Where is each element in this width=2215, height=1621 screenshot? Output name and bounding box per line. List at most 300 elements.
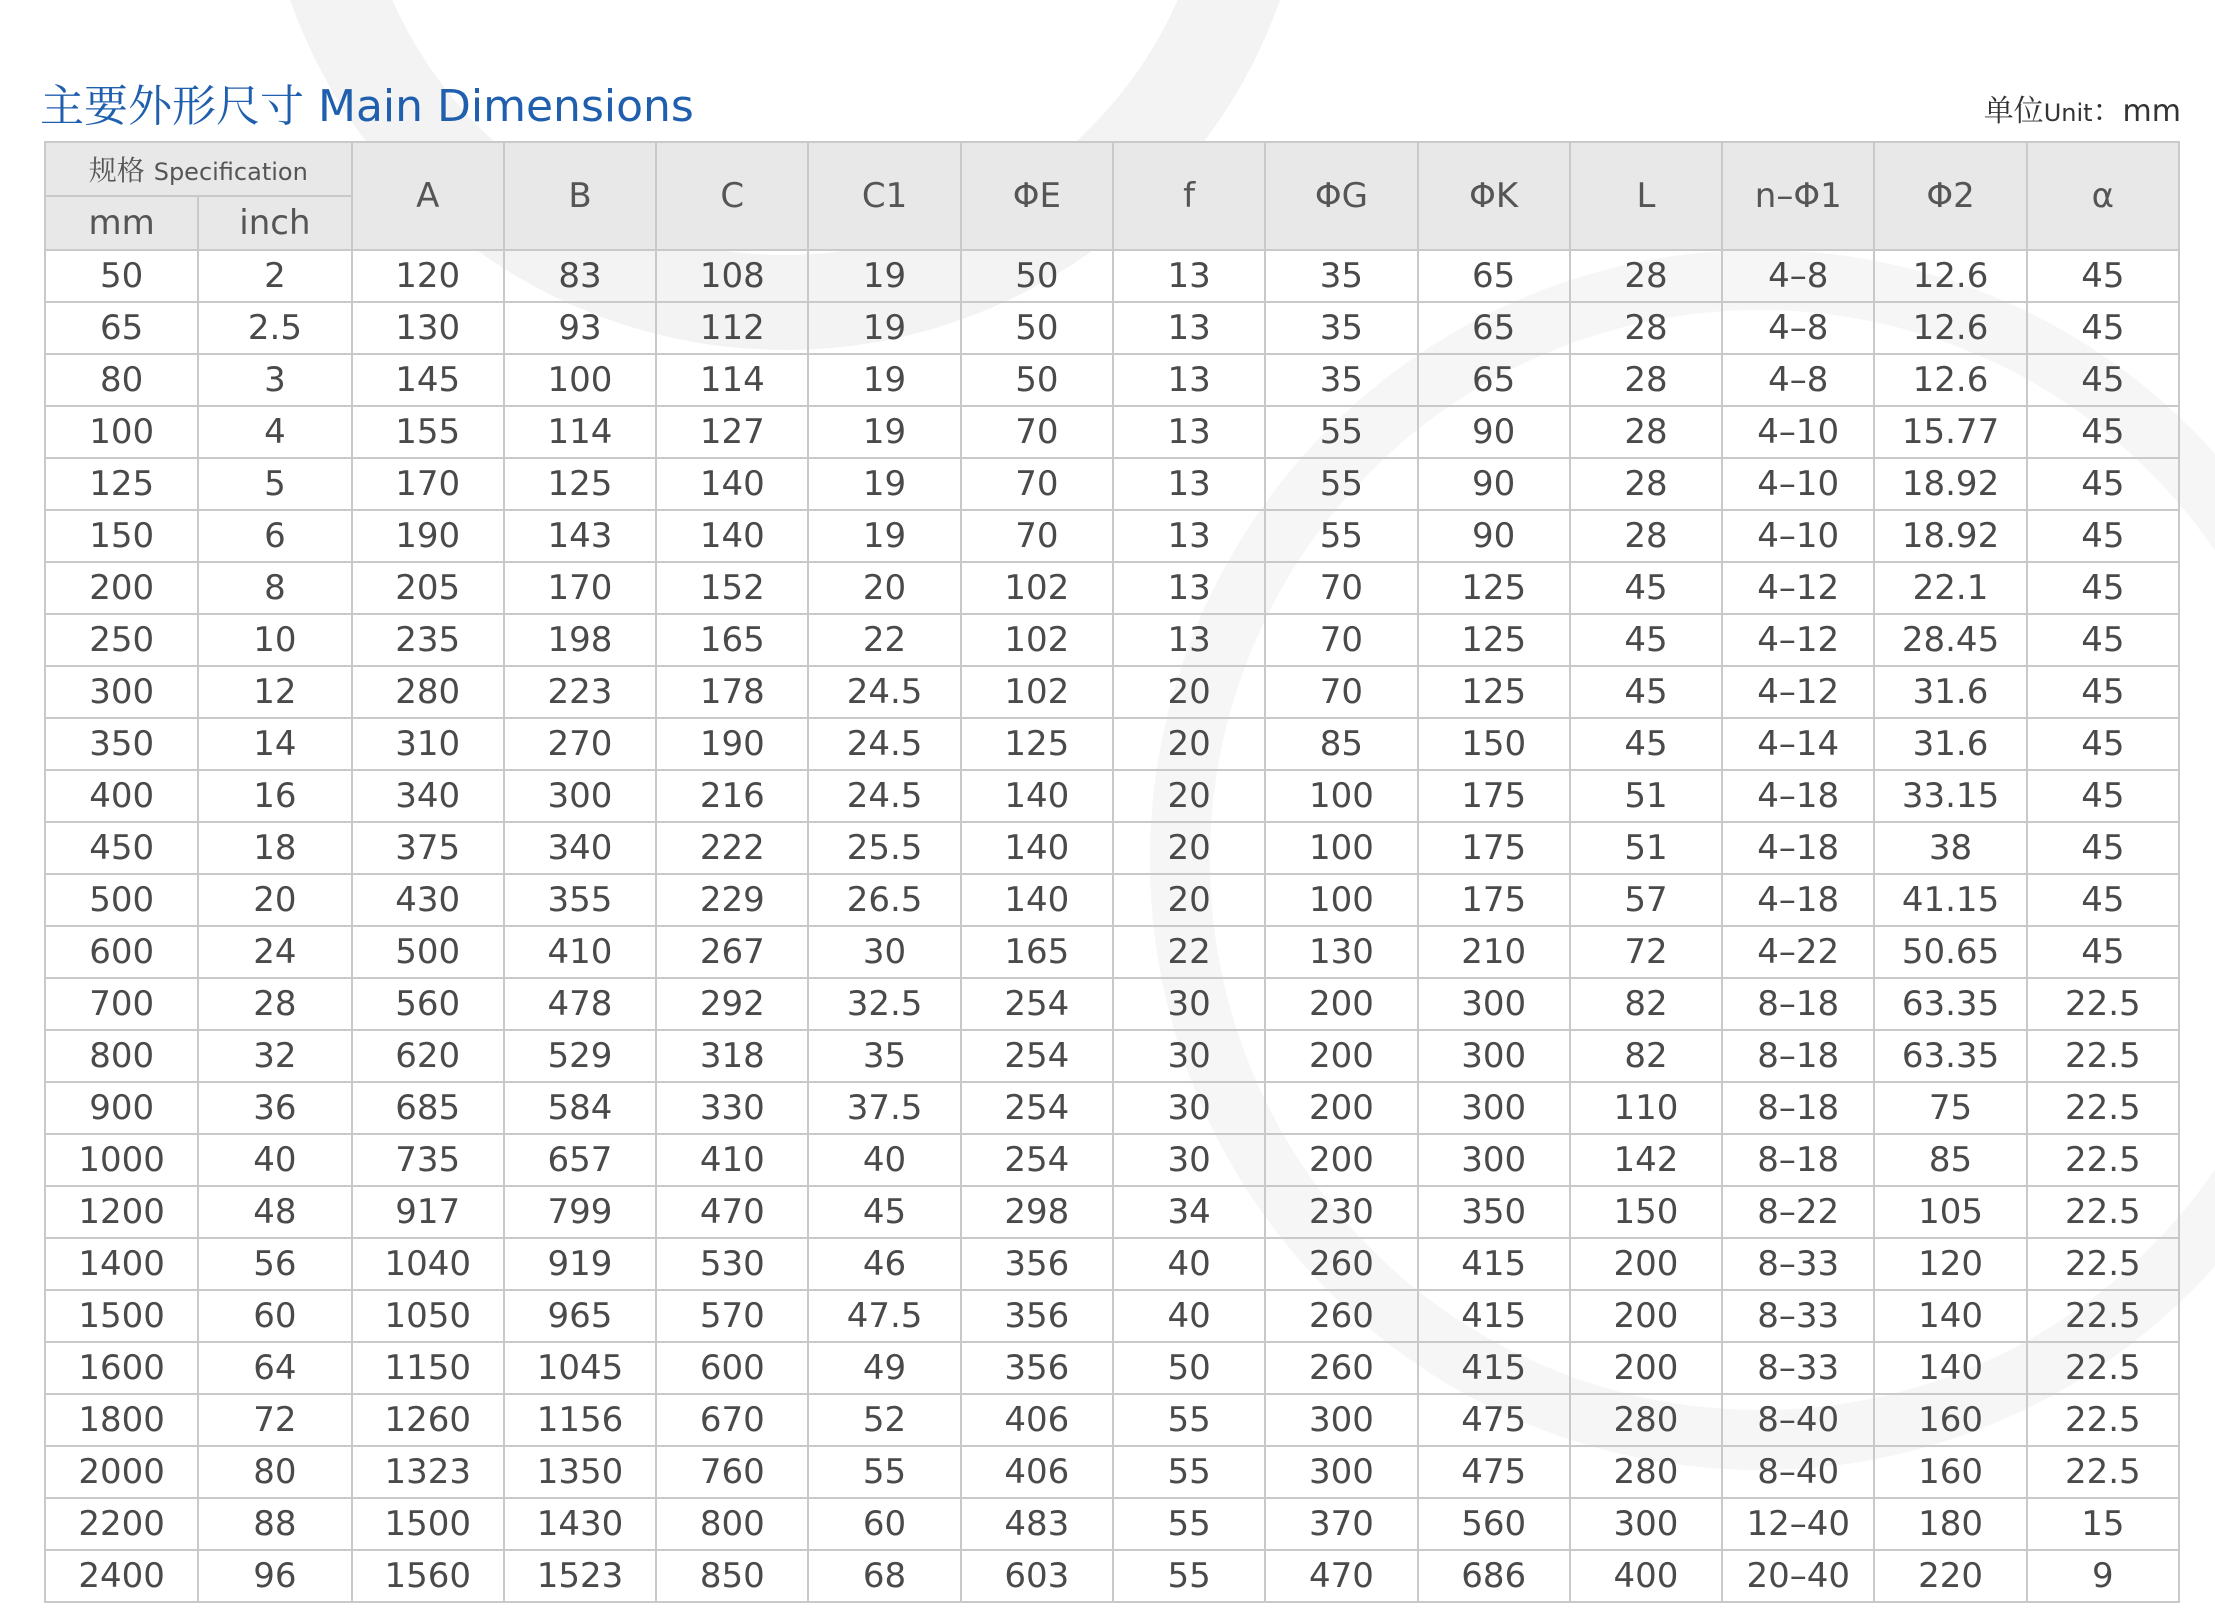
table-cell: 100 bbox=[1265, 874, 1417, 926]
table-cell: 170 bbox=[504, 562, 656, 614]
table-cell: 125 bbox=[504, 458, 656, 510]
table-cell: 300 bbox=[45, 666, 198, 718]
table-cell: 70 bbox=[1265, 562, 1417, 614]
table-cell: 20 bbox=[1113, 874, 1265, 926]
table-cell: 60 bbox=[808, 1498, 960, 1550]
table-cell: 415 bbox=[1418, 1290, 1570, 1342]
table-cell: 30 bbox=[1113, 1082, 1265, 1134]
table-cell: 260 bbox=[1265, 1342, 1417, 1394]
table-cell: 200 bbox=[1570, 1238, 1722, 1290]
table-row bbox=[45, 1550, 2179, 1602]
table-row bbox=[45, 406, 2179, 458]
table-cell: 200 bbox=[1265, 1134, 1417, 1186]
table-cell: 145 bbox=[352, 354, 504, 406]
col-header: α bbox=[2027, 142, 2179, 250]
table-cell: 28 bbox=[1570, 510, 1722, 562]
table-cell: 14 bbox=[198, 718, 351, 770]
table-cell: 140 bbox=[961, 822, 1113, 874]
table-row bbox=[45, 822, 2179, 874]
table-cell: 63.35 bbox=[1874, 1030, 2026, 1082]
table-cell: 13 bbox=[1113, 510, 1265, 562]
table-cell: 170 bbox=[352, 458, 504, 510]
table-cell: 280 bbox=[352, 666, 504, 718]
table-cell: 30 bbox=[1113, 978, 1265, 1030]
table-cell: 32.5 bbox=[808, 978, 960, 1030]
table-cell: 82 bbox=[1570, 978, 1722, 1030]
table-cell: 65 bbox=[45, 302, 198, 354]
table-row bbox=[45, 718, 2179, 770]
table-cell: 478 bbox=[504, 978, 656, 1030]
table-cell: 1500 bbox=[352, 1498, 504, 1550]
table-cell: 12–40 bbox=[1722, 1498, 1874, 1550]
table-cell: 55 bbox=[1113, 1446, 1265, 1498]
table-cell: 19 bbox=[808, 354, 960, 406]
table-cell: 300 bbox=[1418, 1030, 1570, 1082]
table-cell: 356 bbox=[961, 1290, 1113, 1342]
table-cell: 100 bbox=[45, 406, 198, 458]
table-cell: 919 bbox=[504, 1238, 656, 1290]
table-cell: 45 bbox=[2027, 510, 2179, 562]
table-cell: 165 bbox=[656, 614, 808, 666]
table-cell: 200 bbox=[1570, 1290, 1722, 1342]
table-cell: 10 bbox=[198, 614, 351, 666]
table-cell: 200 bbox=[45, 562, 198, 614]
table-cell: 400 bbox=[45, 770, 198, 822]
table-cell: 8–33 bbox=[1722, 1342, 1874, 1394]
table-cell: 175 bbox=[1418, 770, 1570, 822]
unit-sep: ： bbox=[2092, 94, 2123, 129]
table-cell: 200 bbox=[1265, 978, 1417, 1030]
table-cell: 5 bbox=[198, 458, 351, 510]
table-cell: 24 bbox=[198, 926, 351, 978]
table-cell: 9 bbox=[2027, 1550, 2179, 1602]
table-cell: 155 bbox=[352, 406, 504, 458]
table-cell: 140 bbox=[1874, 1342, 2026, 1394]
table-cell: 143 bbox=[504, 510, 656, 562]
table-cell: 28 bbox=[1570, 406, 1722, 458]
table-row bbox=[45, 458, 2179, 510]
table-cell: 68 bbox=[808, 1550, 960, 1602]
table-cell: 125 bbox=[1418, 614, 1570, 666]
table-cell: 22.5 bbox=[2027, 1446, 2179, 1498]
table-cell: 45 bbox=[2027, 406, 2179, 458]
table-cell: 1260 bbox=[352, 1394, 504, 1446]
table-cell: 600 bbox=[656, 1342, 808, 1394]
table-cell: 12.6 bbox=[1874, 250, 2026, 302]
table-cell: 1045 bbox=[504, 1342, 656, 1394]
table-cell: 55 bbox=[1265, 406, 1417, 458]
table-cell: 1400 bbox=[45, 1238, 198, 1290]
table-cell: 55 bbox=[1113, 1498, 1265, 1550]
table-cell: 4–10 bbox=[1722, 510, 1874, 562]
table-row bbox=[45, 666, 2179, 718]
table-cell: 72 bbox=[198, 1394, 351, 1446]
table-cell: 12.6 bbox=[1874, 354, 2026, 406]
table-cell: 2 bbox=[198, 250, 351, 302]
table-cell: 1000 bbox=[45, 1134, 198, 1186]
table-cell: 917 bbox=[352, 1186, 504, 1238]
table-cell: 45 bbox=[2027, 770, 2179, 822]
table-cell: 28.45 bbox=[1874, 614, 2026, 666]
spec-cn: 规格 bbox=[88, 154, 145, 187]
unit-label bbox=[1984, 86, 2181, 130]
table-cell: 800 bbox=[656, 1498, 808, 1550]
table-row bbox=[45, 1394, 2179, 1446]
table-cell: 4–18 bbox=[1722, 822, 1874, 874]
table-cell: 190 bbox=[656, 718, 808, 770]
table-row bbox=[45, 614, 2179, 666]
table-cell: 114 bbox=[656, 354, 808, 406]
table-cell: 483 bbox=[961, 1498, 1113, 1550]
table-cell: 48 bbox=[198, 1186, 351, 1238]
table-cell: 560 bbox=[1418, 1498, 1570, 1550]
table-cell: 45 bbox=[2027, 926, 2179, 978]
table-cell: 130 bbox=[352, 302, 504, 354]
table-cell: 298 bbox=[961, 1186, 1113, 1238]
table-cell: 22.5 bbox=[2027, 1394, 2179, 1446]
table-cell: 1500 bbox=[45, 1290, 198, 1342]
table-cell: 45 bbox=[2027, 822, 2179, 874]
table-cell: 216 bbox=[656, 770, 808, 822]
table-cell: 96 bbox=[198, 1550, 351, 1602]
table-row bbox=[45, 1446, 2179, 1498]
col-header: C bbox=[656, 142, 808, 250]
table-cell: 140 bbox=[656, 458, 808, 510]
table-cell: 4–14 bbox=[1722, 718, 1874, 770]
table-cell: 657 bbox=[504, 1134, 656, 1186]
table-cell: 32 bbox=[198, 1030, 351, 1082]
table-cell: 280 bbox=[1570, 1394, 1722, 1446]
table-cell: 475 bbox=[1418, 1394, 1570, 1446]
table-cell: 125 bbox=[45, 458, 198, 510]
table-body bbox=[45, 250, 2179, 1602]
table-cell: 603 bbox=[961, 1550, 1113, 1602]
table-cell: 22 bbox=[808, 614, 960, 666]
table-cell: 318 bbox=[656, 1030, 808, 1082]
table-cell: 45 bbox=[2027, 302, 2179, 354]
table-cell: 406 bbox=[961, 1394, 1113, 1446]
table-row bbox=[45, 1030, 2179, 1082]
table-cell: 18 bbox=[198, 822, 351, 874]
table-cell: 2000 bbox=[45, 1446, 198, 1498]
table-cell: 8–33 bbox=[1722, 1290, 1874, 1342]
table-cell: 300 bbox=[1418, 1134, 1570, 1186]
table-row bbox=[45, 354, 2179, 406]
table-cell: 152 bbox=[656, 562, 808, 614]
table-cell: 22.5 bbox=[2027, 1134, 2179, 1186]
table-cell: 65 bbox=[1418, 354, 1570, 406]
table-row bbox=[45, 926, 2179, 978]
table-row bbox=[45, 1498, 2179, 1550]
table-cell: 65 bbox=[1418, 302, 1570, 354]
table-cell: 2200 bbox=[45, 1498, 198, 1550]
table-cell: 85 bbox=[1874, 1134, 2026, 1186]
table-cell: 24.5 bbox=[808, 718, 960, 770]
table-cell: 55 bbox=[1265, 458, 1417, 510]
table-cell: 40 bbox=[198, 1134, 351, 1186]
table-cell: 254 bbox=[961, 1134, 1113, 1186]
table-cell: 254 bbox=[961, 978, 1113, 1030]
table-cell: 34 bbox=[1113, 1186, 1265, 1238]
table-cell: 55 bbox=[1113, 1394, 1265, 1446]
table-cell: 13 bbox=[1113, 354, 1265, 406]
table-cell: 36 bbox=[198, 1082, 351, 1134]
table-cell: 41.15 bbox=[1874, 874, 2026, 926]
table-cell: 19 bbox=[808, 302, 960, 354]
table-cell: 50 bbox=[45, 250, 198, 302]
table-cell: 20 bbox=[198, 874, 351, 926]
table-cell: 205 bbox=[352, 562, 504, 614]
table-row bbox=[45, 1134, 2179, 1186]
table-cell: 125 bbox=[1418, 562, 1570, 614]
col-header: ΦK bbox=[1418, 142, 1570, 250]
table-cell: 410 bbox=[656, 1134, 808, 1186]
table-cell: 200 bbox=[1570, 1342, 1722, 1394]
table-cell: 15 bbox=[2027, 1498, 2179, 1550]
table-cell: 130 bbox=[1265, 926, 1417, 978]
table-cell: 1350 bbox=[504, 1446, 656, 1498]
table-cell: 24.5 bbox=[808, 666, 960, 718]
table-cell: 20 bbox=[1113, 822, 1265, 874]
table-cell: 80 bbox=[198, 1446, 351, 1498]
table-cell: 72 bbox=[1570, 926, 1722, 978]
table-cell: 45 bbox=[1570, 666, 1722, 718]
table-cell: 292 bbox=[656, 978, 808, 1030]
table-cell: 560 bbox=[352, 978, 504, 1030]
col-header: B bbox=[504, 142, 656, 250]
title-en: Main Dimensions bbox=[318, 81, 694, 132]
table-cell: 20 bbox=[1113, 770, 1265, 822]
table-cell: 1800 bbox=[45, 1394, 198, 1446]
table-cell: 127 bbox=[656, 406, 808, 458]
table-cell: 35 bbox=[1265, 302, 1417, 354]
table-cell: 102 bbox=[961, 562, 1113, 614]
table-cell: 254 bbox=[961, 1030, 1113, 1082]
table-cell: 45 bbox=[2027, 458, 2179, 510]
table-cell: 142 bbox=[1570, 1134, 1722, 1186]
table-cell: 570 bbox=[656, 1290, 808, 1342]
table-cell: 235 bbox=[352, 614, 504, 666]
table-cell: 90 bbox=[1418, 458, 1570, 510]
table-cell: 150 bbox=[1570, 1186, 1722, 1238]
table-cell: 222 bbox=[656, 822, 808, 874]
table-cell: 200 bbox=[1265, 1030, 1417, 1082]
dimensions-table bbox=[44, 141, 2180, 1603]
table-cell: 50 bbox=[1113, 1342, 1265, 1394]
col-header: A bbox=[352, 142, 504, 250]
table-cell: 45 bbox=[2027, 354, 2179, 406]
table-cell: 3 bbox=[198, 354, 351, 406]
table-cell: 31.6 bbox=[1874, 718, 2026, 770]
table-cell: 45 bbox=[2027, 718, 2179, 770]
table-cell: 735 bbox=[352, 1134, 504, 1186]
table-cell: 340 bbox=[352, 770, 504, 822]
table-cell: 51 bbox=[1570, 822, 1722, 874]
table-cell: 8–18 bbox=[1722, 1030, 1874, 1082]
table-cell: 450 bbox=[45, 822, 198, 874]
table-cell: 600 bbox=[45, 926, 198, 978]
table-cell: 19 bbox=[808, 458, 960, 510]
mm-header: mm bbox=[45, 196, 198, 250]
table-cell: 800 bbox=[45, 1030, 198, 1082]
col-header: f bbox=[1113, 142, 1265, 250]
table-row bbox=[45, 250, 2179, 302]
table-row bbox=[45, 978, 2179, 1030]
table-cell: 1523 bbox=[504, 1550, 656, 1602]
table-row bbox=[45, 302, 2179, 354]
table-cell: 350 bbox=[1418, 1186, 1570, 1238]
table-cell: 105 bbox=[1874, 1186, 2026, 1238]
table-row bbox=[45, 1342, 2179, 1394]
table-cell: 45 bbox=[2027, 874, 2179, 926]
table-cell: 60 bbox=[198, 1290, 351, 1342]
table-cell: 700 bbox=[45, 978, 198, 1030]
table-cell: 28 bbox=[1570, 458, 1722, 510]
table-cell: 1150 bbox=[352, 1342, 504, 1394]
table-cell: 22.5 bbox=[2027, 1290, 2179, 1342]
col-header: Φ2 bbox=[1874, 142, 2026, 250]
table-cell: 46 bbox=[808, 1238, 960, 1290]
table-cell: 670 bbox=[656, 1394, 808, 1446]
table-cell: 230 bbox=[1265, 1186, 1417, 1238]
table-cell: 63.35 bbox=[1874, 978, 2026, 1030]
table-cell: 8–18 bbox=[1722, 978, 1874, 1030]
table-cell: 64 bbox=[198, 1342, 351, 1394]
table-cell: 4–22 bbox=[1722, 926, 1874, 978]
table-cell: 300 bbox=[1418, 1082, 1570, 1134]
table-cell: 56 bbox=[198, 1238, 351, 1290]
table-cell: 229 bbox=[656, 874, 808, 926]
table-cell: 198 bbox=[504, 614, 656, 666]
table-cell: 70 bbox=[961, 458, 1113, 510]
table-cell: 340 bbox=[504, 822, 656, 874]
table-cell: 260 bbox=[1265, 1238, 1417, 1290]
table-cell: 12 bbox=[198, 666, 351, 718]
table-cell: 2.5 bbox=[198, 302, 351, 354]
table-cell: 400 bbox=[1570, 1550, 1722, 1602]
table-cell: 28 bbox=[1570, 302, 1722, 354]
table-cell: 8–18 bbox=[1722, 1082, 1874, 1134]
table-cell: 12.6 bbox=[1874, 302, 2026, 354]
table-cell: 108 bbox=[656, 250, 808, 302]
table-row bbox=[45, 1238, 2179, 1290]
table-row bbox=[45, 562, 2179, 614]
table-cell: 430 bbox=[352, 874, 504, 926]
table-cell: 254 bbox=[961, 1082, 1113, 1134]
table-cell: 50 bbox=[961, 302, 1113, 354]
table-cell: 50 bbox=[961, 250, 1113, 302]
table-cell: 45 bbox=[2027, 562, 2179, 614]
table-cell: 686 bbox=[1418, 1550, 1570, 1602]
table-row bbox=[45, 1082, 2179, 1134]
table-cell: 685 bbox=[352, 1082, 504, 1134]
table-cell: 356 bbox=[961, 1238, 1113, 1290]
table-cell: 100 bbox=[1265, 770, 1417, 822]
table-cell: 200 bbox=[1265, 1082, 1417, 1134]
table-cell: 330 bbox=[656, 1082, 808, 1134]
table-cell: 52 bbox=[808, 1394, 960, 1446]
col-header: ΦE bbox=[961, 142, 1113, 250]
table-cell: 65 bbox=[1418, 250, 1570, 302]
table-cell: 140 bbox=[961, 770, 1113, 822]
table-cell: 40 bbox=[1113, 1290, 1265, 1342]
table-cell: 100 bbox=[1265, 822, 1417, 874]
table-cell: 310 bbox=[352, 718, 504, 770]
table-cell: 120 bbox=[352, 250, 504, 302]
table-cell: 35 bbox=[1265, 354, 1417, 406]
table-cell: 70 bbox=[1265, 614, 1417, 666]
table-cell: 28 bbox=[198, 978, 351, 1030]
table-cell: 300 bbox=[1418, 978, 1570, 1030]
table-cell: 4–12 bbox=[1722, 614, 1874, 666]
table-cell: 1050 bbox=[352, 1290, 504, 1342]
table-cell: 280 bbox=[1570, 1446, 1722, 1498]
table-cell: 31.6 bbox=[1874, 666, 2026, 718]
table-cell: 300 bbox=[1265, 1446, 1417, 1498]
table-cell: 22.5 bbox=[2027, 1030, 2179, 1082]
spec-en: Specification bbox=[153, 158, 308, 186]
table-cell: 160 bbox=[1874, 1394, 2026, 1446]
table-row bbox=[45, 770, 2179, 822]
table-cell: 1156 bbox=[504, 1394, 656, 1446]
table-cell: 1323 bbox=[352, 1446, 504, 1498]
table-cell: 175 bbox=[1418, 874, 1570, 926]
table-cell: 45 bbox=[1570, 614, 1722, 666]
table-cell: 8–18 bbox=[1722, 1134, 1874, 1186]
table-cell: 356 bbox=[961, 1342, 1113, 1394]
table-cell: 45 bbox=[2027, 614, 2179, 666]
table-cell: 410 bbox=[504, 926, 656, 978]
table-cell: 45 bbox=[1570, 562, 1722, 614]
table-cell: 1040 bbox=[352, 1238, 504, 1290]
table-cell: 57 bbox=[1570, 874, 1722, 926]
table-cell: 267 bbox=[656, 926, 808, 978]
unit-cn: 单位 bbox=[1983, 94, 2044, 129]
table-cell: 88 bbox=[198, 1498, 351, 1550]
table-cell: 13 bbox=[1113, 458, 1265, 510]
spec-header bbox=[45, 142, 352, 196]
title-cn: 主要外形尺寸 bbox=[40, 81, 304, 132]
table-cell: 500 bbox=[45, 874, 198, 926]
table-cell: 22.1 bbox=[1874, 562, 2026, 614]
table-cell: 15.77 bbox=[1874, 406, 2026, 458]
table-cell: 799 bbox=[504, 1186, 656, 1238]
table-cell: 160 bbox=[1874, 1446, 2026, 1498]
table-cell: 120 bbox=[1874, 1238, 2026, 1290]
table-cell: 40 bbox=[1113, 1238, 1265, 1290]
table-cell: 24.5 bbox=[808, 770, 960, 822]
table-cell: 140 bbox=[961, 874, 1113, 926]
table-cell: 178 bbox=[656, 666, 808, 718]
table-cell: 18.92 bbox=[1874, 458, 2026, 510]
table-cell: 470 bbox=[1265, 1550, 1417, 1602]
table-cell: 300 bbox=[1265, 1394, 1417, 1446]
table-row bbox=[45, 1186, 2179, 1238]
table-cell: 45 bbox=[808, 1186, 960, 1238]
table-cell: 83 bbox=[504, 250, 656, 302]
table-row bbox=[45, 874, 2179, 926]
table-cell: 1430 bbox=[504, 1498, 656, 1550]
table-cell: 30 bbox=[808, 926, 960, 978]
table-cell: 8 bbox=[198, 562, 351, 614]
table-cell: 40 bbox=[808, 1134, 960, 1186]
table-cell: 20–40 bbox=[1722, 1550, 1874, 1602]
table-cell: 90 bbox=[1418, 510, 1570, 562]
table-cell: 19 bbox=[808, 250, 960, 302]
table-cell: 6 bbox=[198, 510, 351, 562]
table-cell: 4–10 bbox=[1722, 406, 1874, 458]
table-cell: 16 bbox=[198, 770, 351, 822]
